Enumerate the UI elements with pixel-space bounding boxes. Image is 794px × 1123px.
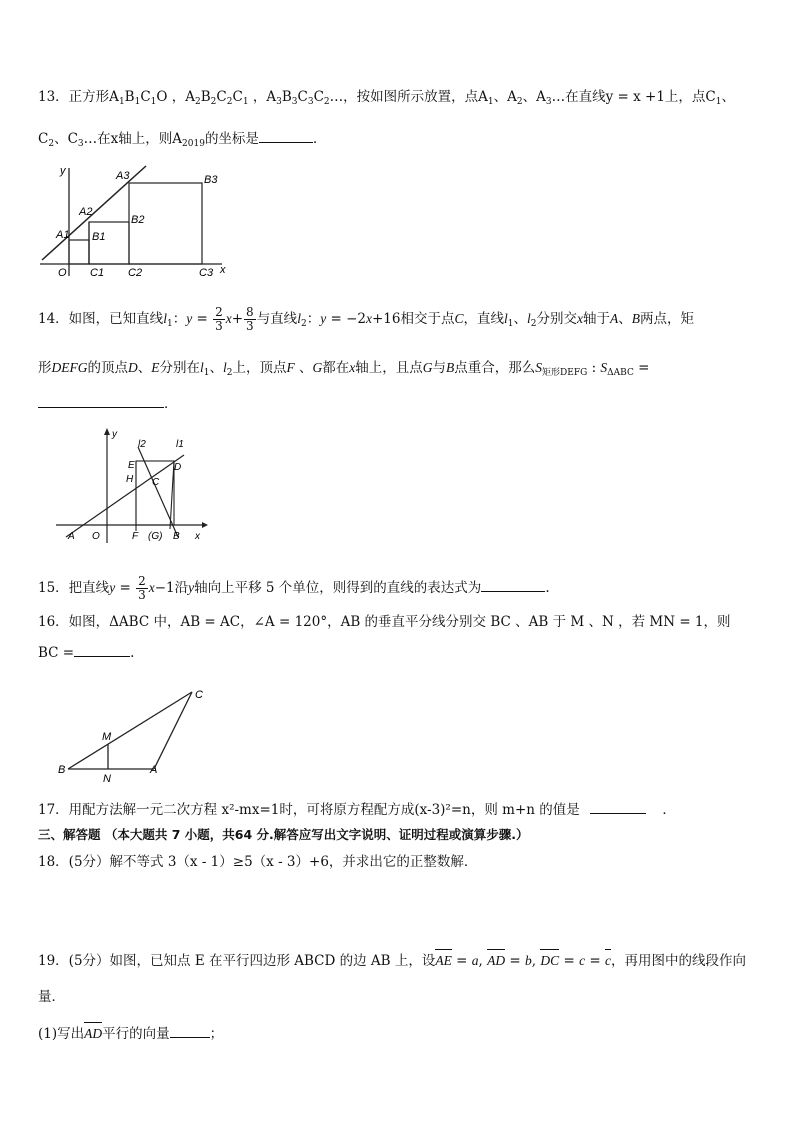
q16-label-m: M [102,731,112,743]
q14-answer-blank[interactable] [38,395,164,408]
q16-label-c: C [195,689,203,701]
q16-label-a: A [150,764,158,776]
q14-label-c: C [152,477,160,488]
q16-label-n: N [103,773,111,784]
q13-answer-blank[interactable] [259,130,313,143]
q14-label-b: B [173,531,180,542]
q16-line1: 16．如图，ΔABC 中，AB = AC，∠A = 120°，AB 的垂直平分线分别交 BC 、AB 于 M 、N ，若 MN = 1，则 [38,614,731,630]
q13-label-b3: B3 [204,174,218,186]
q14-label-y: y [112,429,117,440]
q13-label-a2: A2 [79,206,93,218]
q13-line1: 13．正方形$A_1B_1C_1O$ ，$A_2B_2C_2C_1$ ，$A_3B_3C_3C_2\dots$，按如图所示放置，点$A_1$、$A_2$、$A_3\dots$在直线y = x +1上，点$C_1$、 [38,89,735,107]
q13-label-a3: A3 [116,170,130,182]
q14-label-l2: l2 [138,439,146,450]
q14-label-h: H [126,474,134,485]
q14-label-x: x [195,531,200,542]
q13-label-y: y [60,165,66,177]
q14-label-o: O [92,531,100,542]
q14-label-g: (G) [148,531,163,542]
q19-sub1: (1)写出AD平行的向量 ； [38,1026,224,1042]
q16-answer-blank[interactable] [74,644,130,657]
q13-label-c1: C1 [90,267,105,279]
q15-line: 15．把直线y = $\frac{2}{3}$ x−1沿y轴向上平移 5 个单位，则得到的直线的表达式为 . [38,574,550,602]
q17-answer-blank[interactable] [590,801,646,814]
q16-figure [54,684,214,784]
q13-line2: $C_2$、$C_3\dots$在x轴上，则$A_{2019}$的坐标是 ． [38,131,327,149]
q14-label-l1: l1 [176,439,184,450]
q18-line: 18．(5分）解不等式 3（x - 1）≥5（x - 3）+6，并求出它的正整数解． [38,854,478,870]
q13-figure [36,160,236,280]
q14-label-e: E [128,460,135,471]
q13-label-c3: C3 [199,267,214,279]
q14-label-d: D [174,462,182,473]
q13-label-b2: B2 [131,214,145,226]
q14-label-a: A [68,531,75,542]
q19-line2: 量． [38,989,65,1005]
q19-sub1-answer-blank[interactable] [170,1025,210,1038]
q13-label-a1: A1 [56,229,70,241]
q19-line1: 19．(5分）如图，已知点 E 在平行四边形 ABCD 的边 AB 上，设AE = a, AD = b, DC = c = c，再用图中的线段作向 [38,953,746,969]
q14-line2: 形DEFG的顶点D、E分别在$l_1$、$l_2$上，顶点F 、G都在x轴上，且点G与B点重合，那么$S_{矩形DEFG}$ : $S_{\Delta ABC}$ = [38,360,650,378]
q14-label-f: F [132,531,139,542]
q15-answer-blank[interactable] [481,579,545,592]
q16-line2: BC = . [38,645,135,661]
q13-label-b1: B1 [92,231,106,243]
section3-heading: 三、解答题 （本大题共 7 小题，共64 分.解答应写出文字说明、证明过程或演算步骤.） [38,827,529,842]
q13-label-x: x [220,264,226,276]
q16-label-b: B [58,764,66,776]
q14-figure [52,425,212,550]
q14-line1: 14．如图，已知直线$l_1$：y = $\frac{2}{3}$ x+ $\frac{8}{3}$ 与直线$l_2$：y = −2x+16相交于点C，直线$l_1$、$l_2$分别交x轴于A、B两点，矩 [38,305,694,333]
q13-label-o: O [58,267,67,279]
q13-label-c2: C2 [128,267,143,279]
q14-line3: ． [38,395,178,413]
q17-line: 17．用配方法解一元二次方程 x²-mx=1时，可将原方程配方成(x-3)²=n，则 m+n 的值是 ． [38,802,676,818]
